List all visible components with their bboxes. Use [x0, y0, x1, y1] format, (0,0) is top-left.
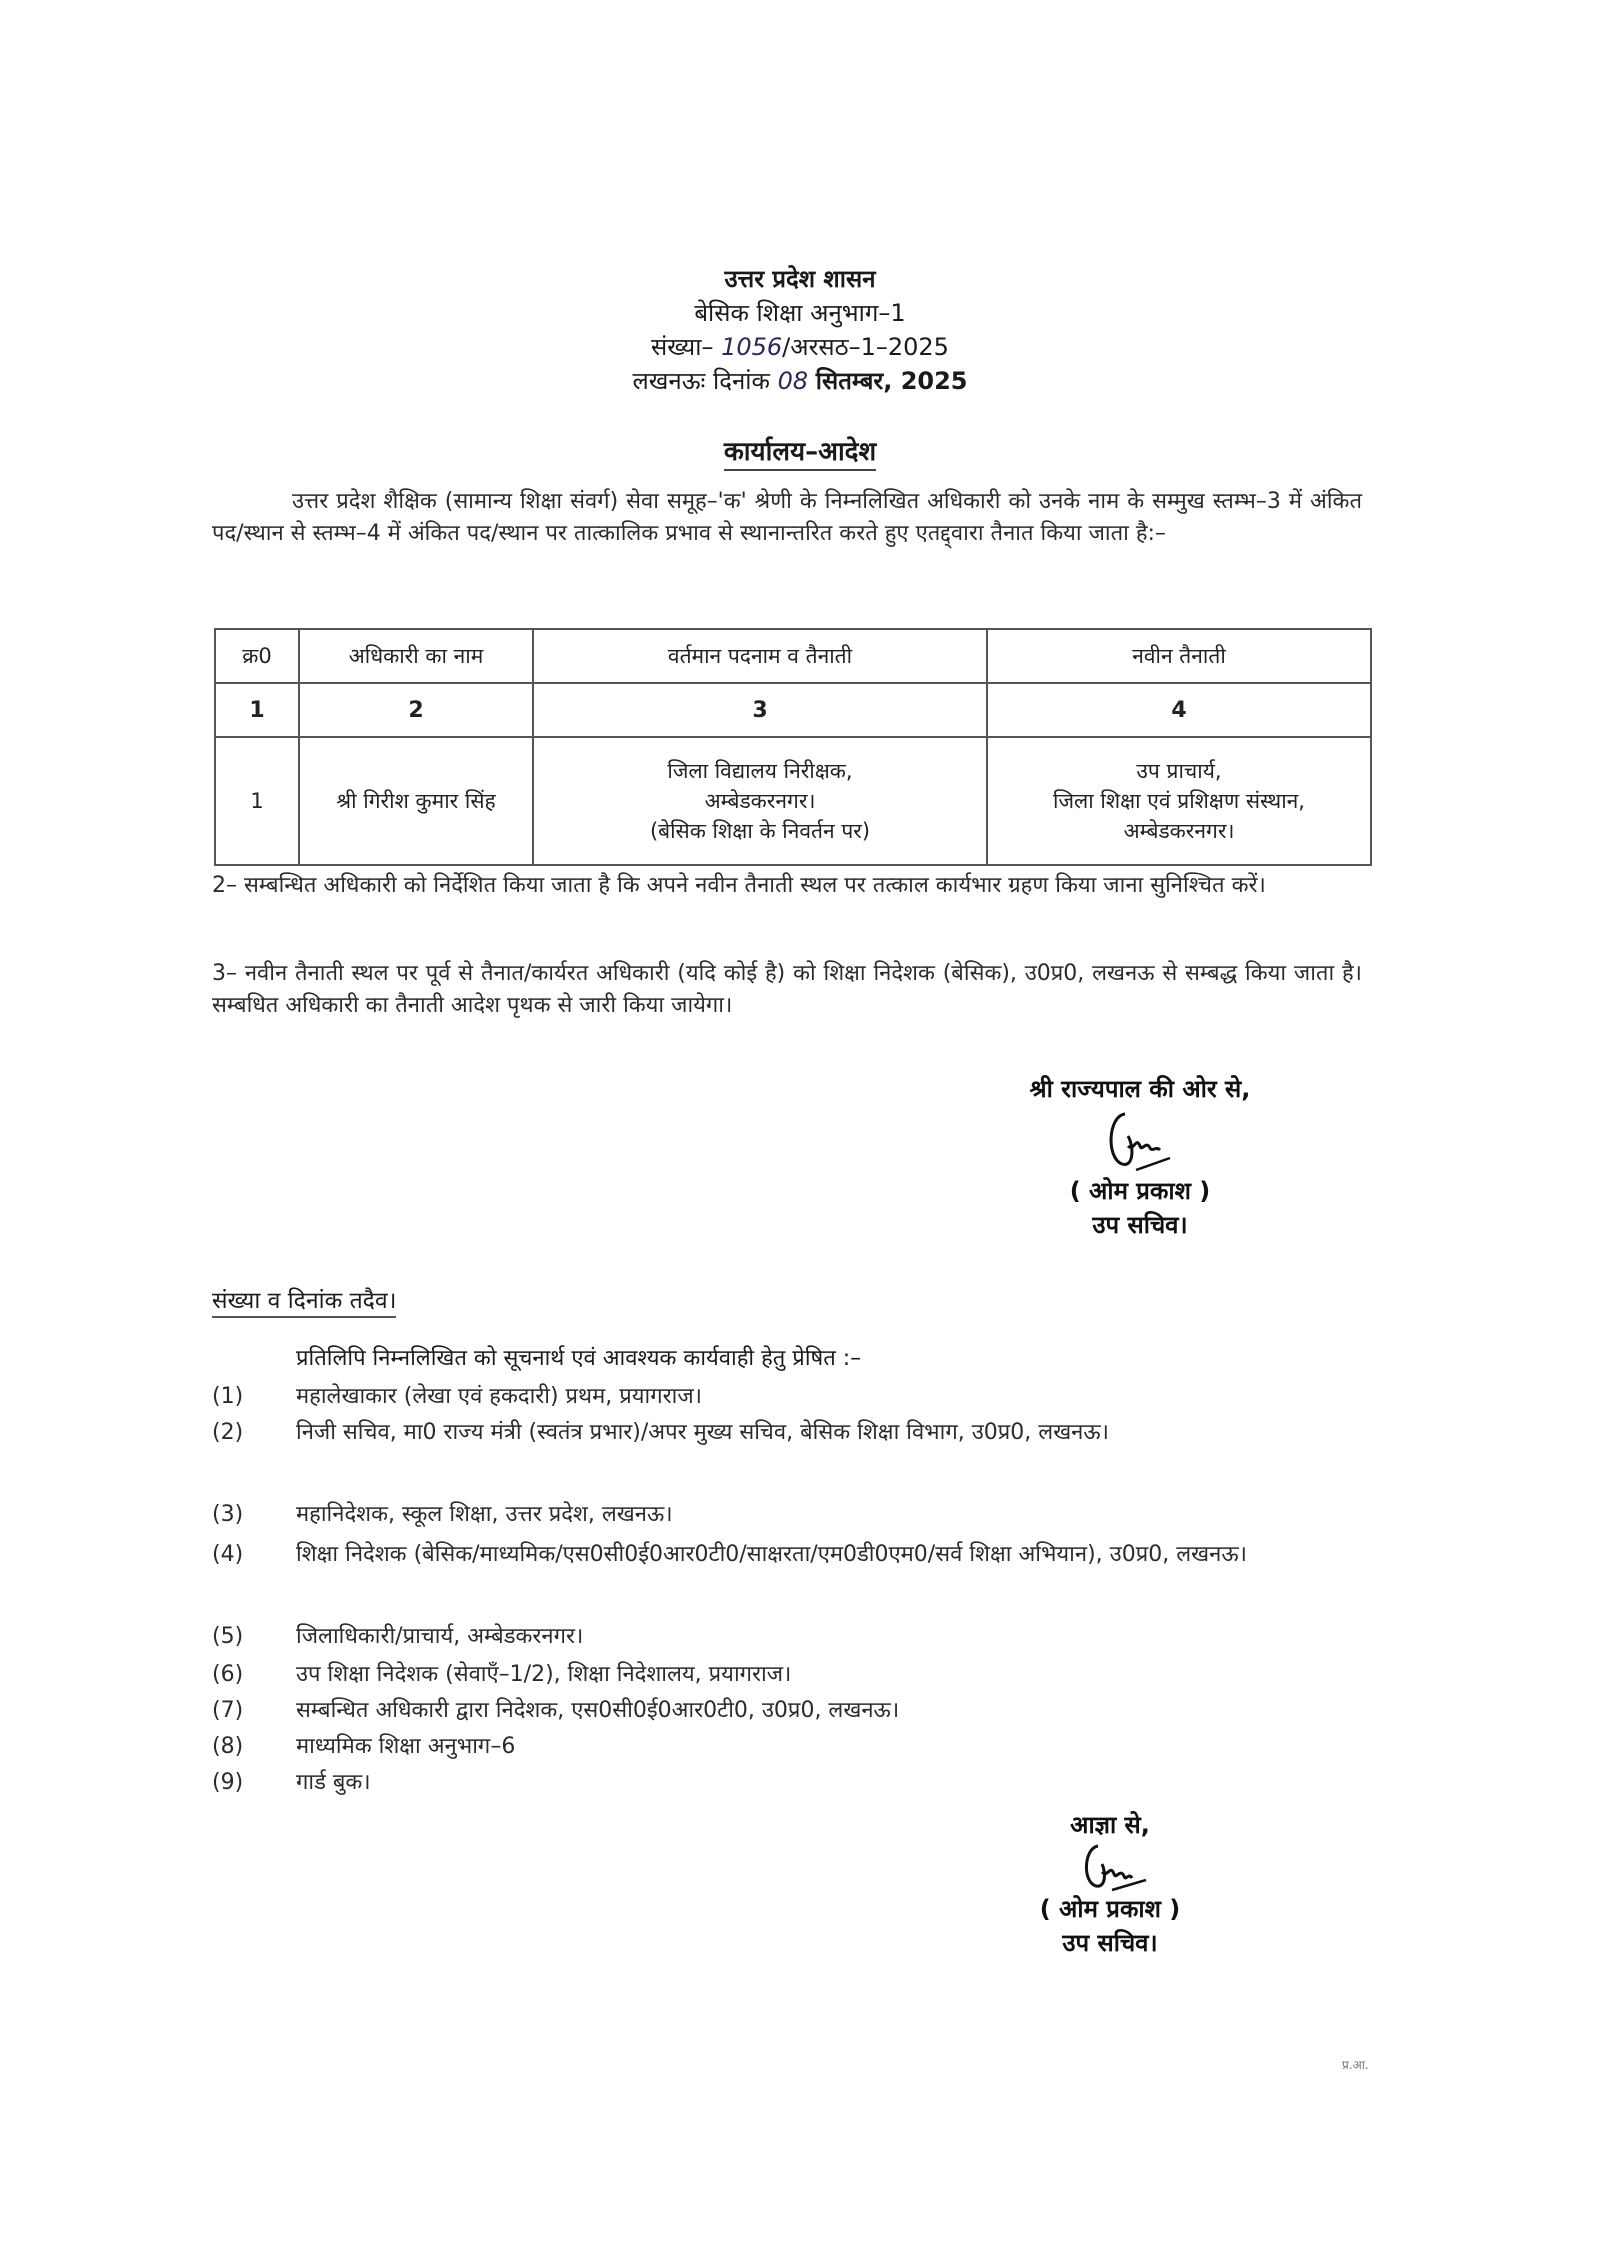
government-name: उत्तर प्रदेश शासन	[724, 265, 876, 293]
department-name: बेसिक शिक्षा अनुभाग–1	[694, 299, 906, 327]
copy-intro: प्रतिलिपि निम्नलिखित को सूचनार्थ एवं आवश्यक कार्यवाही हेतु प्रेषित :–	[296, 1346, 862, 1371]
header-officer-name: अधिकारी का नाम	[299, 629, 533, 683]
signatory-name: ( ओम प्रकाश )	[1069, 1177, 1211, 1205]
list-item: (1) महालेखाकार (लेखा एवं हकदारी) प्रथम, प्रयागराज।	[212, 1384, 702, 1409]
intro-paragraph: उत्तर प्रदेश शैक्षिक (सामान्य शिक्षा संवर्ग) सेवा समूह–'क' श्रेणी के निम्नलिखित अधिकारी को उनके नाम के सम्मुख स्तम्भ–3 में अंकित पद/स्थान से स्तम्भ–4 में अंकित पद/स्थान पर तात्कालिक प्रभाव से स्थानान्तरित करते हुए एतद्द्वारा तैनात किया जाता है:–	[212, 489, 1362, 546]
cell-sno: 1	[215, 737, 299, 865]
transfer-table	[214, 628, 1372, 866]
signature-mark	[1070, 1106, 1210, 1174]
column-number-row: 1 2 3 4	[215, 683, 1371, 737]
cell-new-posting: उप प्राचार्य, जिला शिक्षा एवं प्रशिक्षण संस्थान, अम्बेडकरनगर।	[987, 737, 1371, 865]
paragraph-2: 2– सम्बन्धित अधिकारी को निर्देशित किया जाता है कि अपने नवीन तैनाती स्थल पर तत्काल कार्यभार ग्रहण किया जाना सुनिश्चित करें।	[212, 873, 1266, 898]
signature-mark	[1050, 1842, 1170, 1892]
signature-block-2	[990, 1808, 1230, 1960]
signatory-name: ( ओम प्रकाश )	[1039, 1895, 1181, 1923]
document-header	[0, 262, 1600, 398]
header-new-posting: नवीन तैनाती	[987, 629, 1371, 683]
header-current-posting: वर्तमान पदनाम व तैनाती	[533, 629, 987, 683]
list-item: (5) जिलाधिकारी/प्राचार्य, अम्बेडकरनगर।	[212, 1624, 584, 1649]
list-item: (7) सम्बन्धित अधिकारी द्वारा निदेशक, एस0सी0ई0आर0टी0, उ0प्र0, लखनऊ।	[212, 1698, 900, 1723]
list-item: (4) शिक्षा निदेशक (बेसिक/माध्यमिक/एस0सी0ई0आर0टी0/साक्षरता/एम0डी0एम0/सर्व शिक्षा अभियान), उ0प्र0, लखनऊ।	[212, 1542, 1247, 1567]
cell-current-posting: जिला विद्यालय निरीक्षक, अम्बेडकरनगर। (बेसिक शिक्षा के निवर्तन पर)	[533, 737, 987, 865]
paragraph-3: 3– नवीन तैनाती स्थल पर पूर्व से तैनात/कार्यरत अधिकारी (यदि कोई है) को शिक्षा निदेशक (बेसिक), उ0प्र0, लखनऊ से सम्बद्ध किया जाता है। सम्बधित अधिकारी का तैनाती आदेश पृथक से जारी किया जायेगा।	[212, 961, 1362, 1018]
list-item: (2) निजी सचिव, मा0 राज्य मंत्री (स्वतंत्र प्रभार)/अपर मुख्य सचिव, बेसिक शिक्षा विभाग, उ0प्र0, लखनऊ।	[212, 1420, 1110, 1445]
list-item: (8) माध्यमिक शिक्षा अनुभाग–6	[212, 1734, 516, 1759]
footer-mark: प्र.आ.	[1342, 2058, 1369, 2072]
list-item: (3) महानिदेशक, स्कूल शिक्षा, उत्तर प्रदेश, लखनऊ।	[212, 1502, 673, 1527]
order-number: संख्या– 1056/अरसठ–1–2025	[651, 333, 949, 361]
order-title: कार्यालय–आदेश	[0, 432, 1600, 468]
on-behalf-of: श्री राज्यपाल की ओर से,	[1029, 1075, 1251, 1103]
order-date: लखनऊः दिनांक 08 सितम्बर, 2025	[632, 367, 968, 395]
table-header-row	[215, 629, 1371, 683]
table-row	[215, 737, 1371, 865]
handwritten-number: 1056	[721, 333, 783, 361]
cell-officer-name: श्री गिरीश कुमार सिंह	[299, 737, 533, 865]
header-sno: क्र0	[215, 629, 299, 683]
copy-heading: संख्या व दिनांक तदैव।	[212, 1283, 396, 1318]
by-order: आज्ञा से,	[1070, 1811, 1150, 1839]
signatory-designation: उप सचिव।	[1062, 1929, 1158, 1957]
list-item: (9) गार्ड बुक।	[212, 1770, 371, 1795]
list-item: (6) उप शिक्षा निदेशक (सेवाएँ–1/2), शिक्षा निदेशालय, प्रयागराज।	[212, 1662, 792, 1687]
handwritten-date: 08	[777, 367, 809, 395]
signatory-designation: उप सचिव।	[1092, 1211, 1188, 1239]
signature-block-1	[940, 1072, 1340, 1242]
